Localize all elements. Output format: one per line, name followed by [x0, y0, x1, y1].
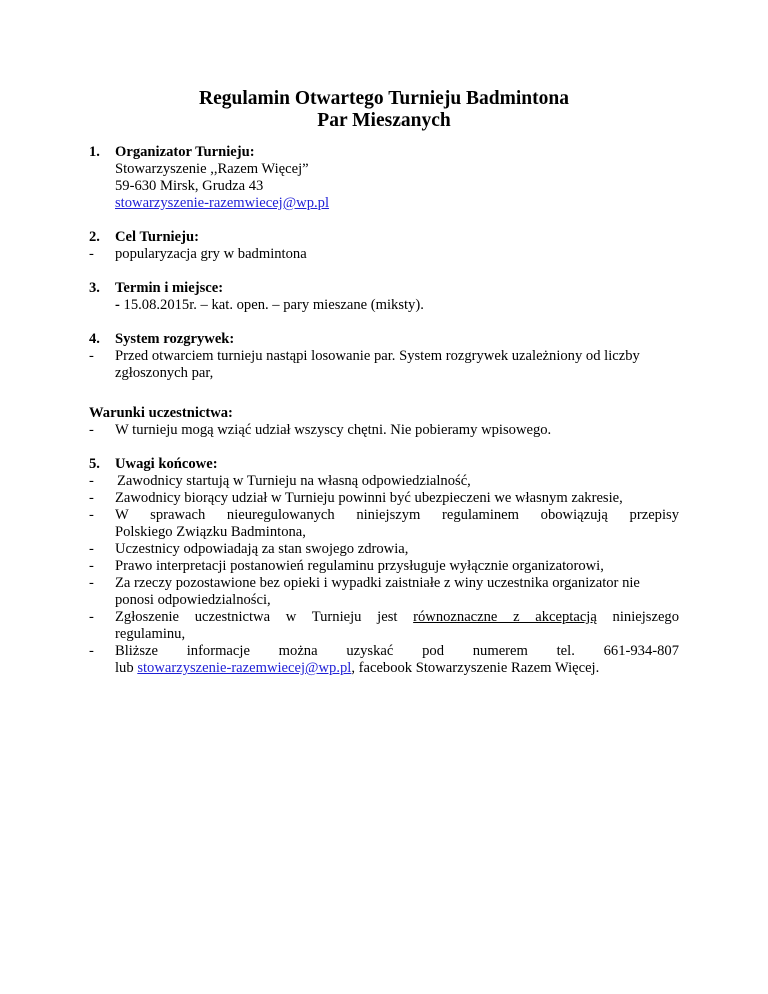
section-5-item-3-text-1: W sprawach nieuregulowanych niniejszym regulaminem obowiązują przepisy [115, 507, 679, 523]
bullet-dash: - [89, 473, 94, 489]
section-5-item-3-text-2: Polskiego Związku Badmintona, [115, 524, 306, 540]
bullet-dash: - [89, 422, 94, 438]
bullet-dash: - [89, 541, 94, 557]
conditions-heading: Warunki uczestnictwa: [89, 405, 233, 421]
bullet-dash: - [89, 490, 94, 506]
section-5-item-7-underlined: równoznaczne z akceptacją [413, 609, 597, 625]
bullet-dash: - [89, 575, 94, 591]
contact-email-link[interactable]: stowarzyszenie-razemwiecej@wp.pl [137, 660, 352, 676]
document-title-line2: Par Mieszanych [317, 110, 451, 131]
organizer-name: Stowarzyszenie ,,Razem Więcej” [115, 161, 309, 177]
section-5-number: 5. [89, 456, 100, 472]
section-5-item-7-text-1 [115, 609, 679, 626]
section-3-item-text: 15.08.2015r. – kat. open. – pary mieszane (miksty). [123, 297, 424, 313]
bullet-dash: - [89, 643, 94, 659]
section-3-item-line [115, 297, 679, 314]
bullet-dash: - [89, 507, 94, 523]
section-3-number: 3. [89, 280, 100, 296]
organizer-address: 59-630 Mirsk, Grudza 43 [115, 178, 264, 194]
section-2-heading: Cel Turnieju: [115, 229, 199, 245]
section-5-item-7-text-2: regulaminu, [115, 626, 186, 642]
conditions-item-text: W turnieju mogą wziąć udział wszyscy chętni. Nie pobieramy wpisowego. [115, 422, 552, 438]
section-5-item-8-pre: lub [115, 660, 134, 676]
section-5-item-8-text-2 [115, 660, 679, 677]
section-2-item-text: popularyzacja gry w badmintona [115, 246, 307, 262]
bullet-dash: - [89, 609, 94, 625]
organizer-email-link[interactable]: stowarzyszenie-razemwiecej@wp.pl [115, 195, 330, 211]
section-4-heading: System rozgrywek: [115, 331, 235, 347]
section-4-item-text-1: Przed otwarciem turnieju nastąpi losowanie par. System rozgrywek uzależniony od liczby [115, 348, 640, 364]
section-5-item-5-text: Prawo interpretacji postanowień regulaminu przysługuje wyłącznie organizatorowi, [115, 558, 604, 574]
section-5-heading: Uwagi końcowe: [115, 456, 218, 472]
bullet-dash: - [115, 297, 120, 313]
section-5-item-6-text-2: ponosi odpowiedzialności, [115, 592, 271, 608]
section-5-item-8-post: , facebook Stowarzyszenie Razem Więcej. [351, 660, 600, 676]
bullet-dash: - [89, 246, 94, 262]
section-5-item-7-post: niniejszego [612, 609, 680, 625]
section-4-number: 4. [89, 331, 100, 347]
section-2-number: 2. [89, 229, 100, 245]
bullet-dash: - [89, 558, 94, 574]
section-4-item-text-2: zgłoszonych par, [115, 365, 214, 381]
document-title-line1: Regulamin Otwartego Turnieju Badmintona [199, 88, 569, 109]
section-3-heading: Termin i miejsce: [115, 280, 224, 296]
bullet-dash: - [89, 348, 94, 364]
section-5-item-6-text-1: Za rzeczy pozostawione bez opieki i wypadki zaistniałe z winy uczestnika organizator nie [115, 575, 640, 591]
section-1-number: 1. [89, 144, 100, 160]
section-5-item-4-text: Uczestnicy odpowiadają za stan swojego zdrowia, [115, 541, 409, 557]
section-5-item-1-text: Zawodnicy startują w Turnieju na własną odpowiedzialność, [117, 473, 471, 489]
section-5-item-7-pre: Zgłoszenie uczestnictwa w Turnieju jest [115, 609, 398, 625]
section-5-item-8-text-1: Bliższe informacje można uzyskać pod numerem tel. 661-934-807 [115, 643, 679, 659]
section-1-heading: Organizator Turnieju: [115, 144, 255, 160]
section-5-item-2-text: Zawodnicy biorący udział w Turnieju powinni być ubezpieczeni we własnym zakresie, [115, 490, 623, 506]
